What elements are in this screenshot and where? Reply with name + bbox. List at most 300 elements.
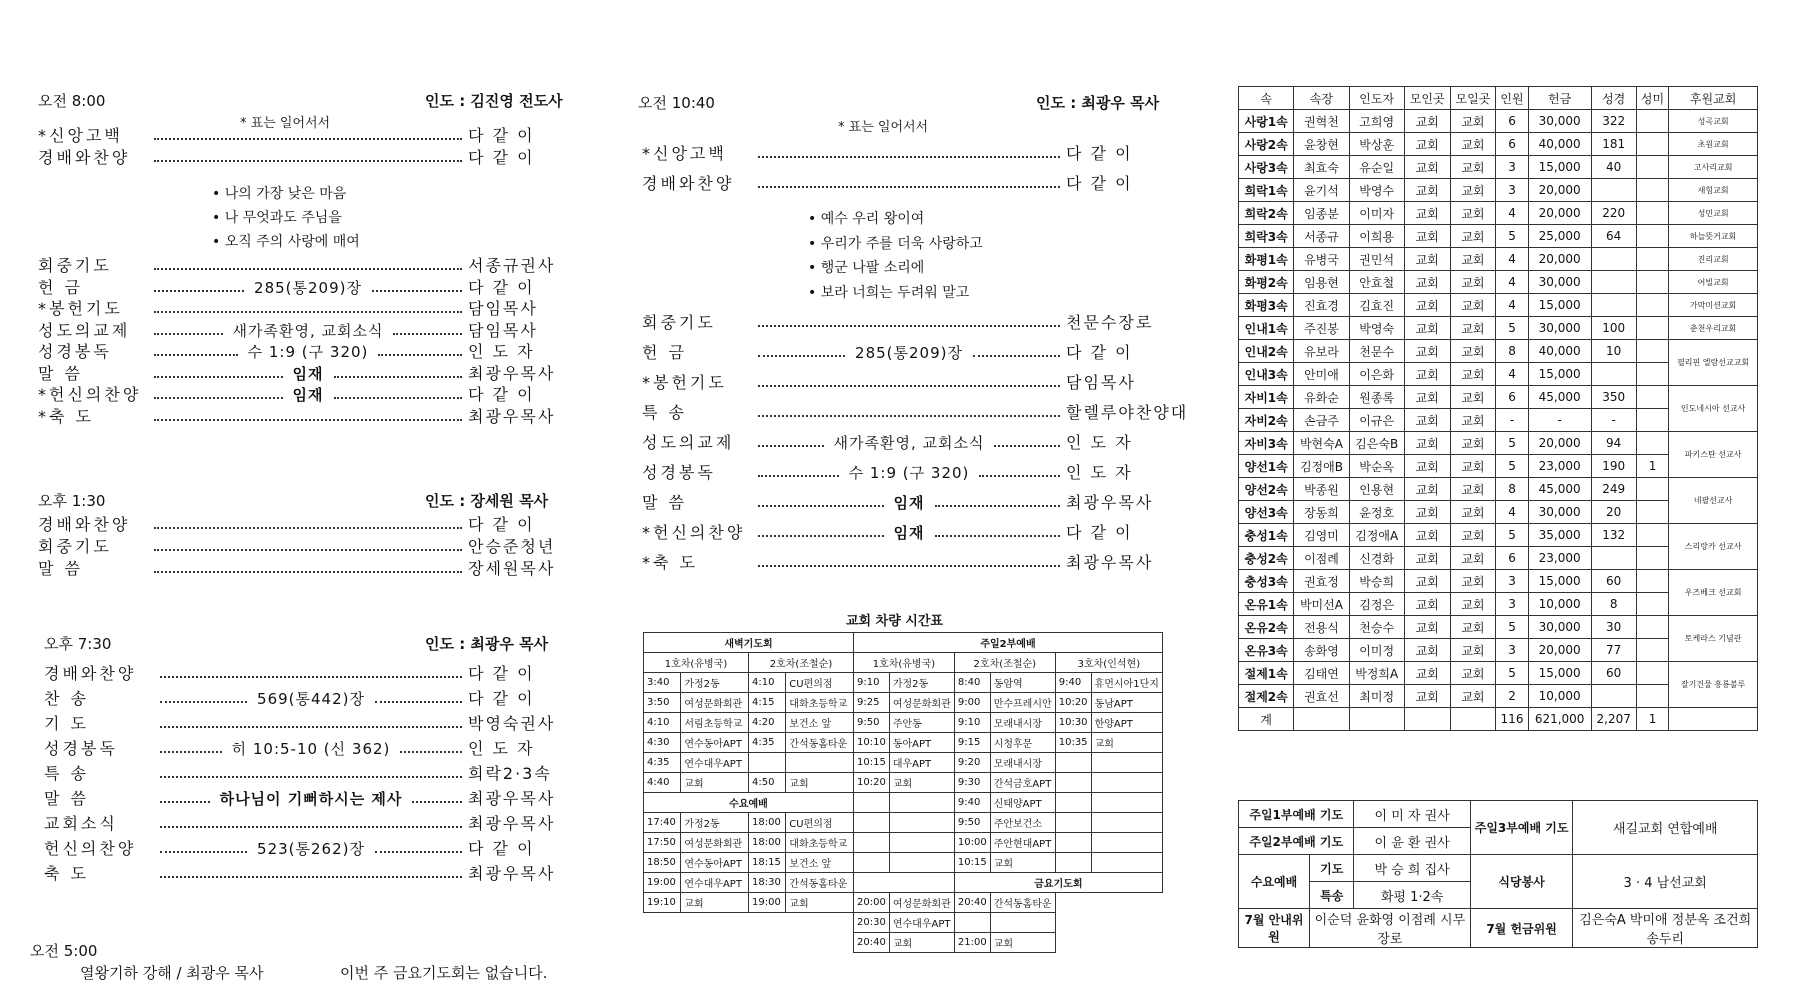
bus-cell: 18:30 bbox=[748, 873, 785, 893]
bus-cell: 4:10 bbox=[644, 713, 681, 733]
dotted-leader bbox=[758, 474, 839, 477]
bus-cell bbox=[1055, 793, 1091, 813]
dawn-row bbox=[644, 713, 854, 733]
order-row bbox=[38, 145, 568, 168]
wed-header bbox=[644, 793, 854, 813]
attendance-cell: 10 bbox=[1591, 340, 1636, 363]
support-church: 스리랑카 선교사 bbox=[1669, 524, 1758, 570]
bus-cell: 18:50 bbox=[644, 853, 681, 873]
order-detail: 523(통262)장 bbox=[257, 840, 365, 858]
attendance-cell: 132 bbox=[1591, 524, 1636, 547]
bus-cell: 여성문화회관 bbox=[681, 833, 749, 853]
attendance-row bbox=[1239, 478, 1758, 501]
attendance-cell: 자비1속 bbox=[1239, 386, 1294, 409]
support-church: 우즈베크 선교회 bbox=[1669, 570, 1758, 616]
attendance-cell: 사랑1속 bbox=[1239, 110, 1294, 133]
bus-cell bbox=[1091, 753, 1162, 773]
attendance-cell: 교회 bbox=[1404, 409, 1450, 432]
bus-cell: 20:40 bbox=[954, 893, 990, 913]
attendance-cell: 23,000 bbox=[1528, 455, 1591, 478]
attendance-cell: 5 bbox=[1496, 662, 1528, 685]
attendance-cell: 자비2속 bbox=[1239, 409, 1294, 432]
attendance-cell: 교회 bbox=[1404, 386, 1450, 409]
bus-cell: 만수프레시안 bbox=[990, 693, 1055, 713]
attendance-cell: 양선1속 bbox=[1239, 455, 1294, 478]
attendance-cell: 6 bbox=[1496, 386, 1528, 409]
order-label: 회중기도 bbox=[642, 313, 716, 332]
attendance-cell: 45,000 bbox=[1528, 478, 1591, 501]
attendance-cell: 64 bbox=[1591, 225, 1636, 248]
bus-cell: 교회 bbox=[1091, 733, 1162, 753]
order-person: 다 같 이 bbox=[1066, 174, 1133, 193]
order-label: *신앙고백 bbox=[38, 126, 123, 145]
order-label: 경배와찬양 bbox=[642, 174, 735, 193]
attendance-cell: 교회 bbox=[1404, 225, 1450, 248]
order-detail: 히 10:5-10 (신 362) bbox=[231, 740, 391, 758]
attendance-row bbox=[1239, 294, 1758, 317]
attendance-cell: 김영미 bbox=[1294, 524, 1349, 547]
attendance-cell bbox=[1636, 570, 1668, 593]
order-row bbox=[44, 786, 568, 809]
order-detail: 569(통442)장 bbox=[257, 690, 365, 708]
bus-cell: 한양APT bbox=[1091, 713, 1162, 733]
attendance-cell: 220 bbox=[1591, 202, 1636, 225]
attendance-cell: 충성2속 bbox=[1239, 547, 1294, 570]
attendance-row bbox=[1239, 179, 1758, 202]
dotted-leader bbox=[154, 418, 462, 421]
attendance-cell: 교회 bbox=[1450, 570, 1496, 593]
attendance-cell: 3 bbox=[1496, 593, 1528, 616]
total-cell bbox=[1669, 708, 1758, 731]
bus-cell: 휴먼시아1단지 bbox=[1091, 673, 1162, 693]
attendance-cell: 고희영 bbox=[1349, 110, 1404, 133]
sun-row bbox=[854, 733, 1163, 753]
dotted-leader bbox=[160, 850, 247, 853]
bus-cell bbox=[1055, 773, 1091, 793]
attendance-cell: 이희용 bbox=[1349, 225, 1404, 248]
attendance-cell: 유병국 bbox=[1294, 248, 1349, 271]
order-person: 희락2·3속 bbox=[468, 764, 552, 783]
support-church: 초원교회 bbox=[1669, 133, 1758, 156]
attendance-cell: 35,000 bbox=[1528, 524, 1591, 547]
dotted-leader bbox=[154, 332, 223, 335]
fri-row bbox=[854, 913, 1163, 933]
bus-cell: 가정2동 bbox=[681, 813, 749, 833]
attendance-cell: 교회 bbox=[1450, 271, 1496, 294]
bus-cell: 연수동아APT bbox=[681, 733, 749, 753]
attendance-cell: 박종원 bbox=[1294, 478, 1349, 501]
wed-row bbox=[644, 873, 854, 893]
bus-cell: 10:10 bbox=[854, 733, 890, 753]
attendance-cell: 교회 bbox=[1450, 432, 1496, 455]
attendance-cell bbox=[1636, 524, 1668, 547]
order-person: 담임목사 bbox=[468, 320, 538, 340]
attendance-cell bbox=[1636, 317, 1668, 340]
fri-header: 금요기도회 bbox=[954, 873, 1162, 893]
song-item: • 보라 너희는 두려워 말고 bbox=[808, 284, 970, 301]
order-label: 성경봉독 bbox=[642, 463, 716, 482]
order-person: 다 같 이 bbox=[468, 839, 535, 858]
order-row bbox=[642, 141, 1166, 164]
wed-row bbox=[644, 853, 854, 873]
attendance-table bbox=[1238, 86, 1758, 731]
order-person: 인 도 자 bbox=[1066, 433, 1133, 452]
attendance-cell: 교회 bbox=[1450, 616, 1496, 639]
order-row bbox=[642, 520, 1166, 543]
attendance-cell: 5 bbox=[1496, 524, 1528, 547]
attendance-cell: 20,000 bbox=[1528, 432, 1591, 455]
bus-cell: CU편의점 bbox=[786, 813, 854, 833]
dotted-leader bbox=[160, 800, 210, 803]
attendance-cell: 4 bbox=[1496, 271, 1528, 294]
support-church: 가막미션교회 bbox=[1669, 294, 1758, 317]
attendance-head-cell: 후원교회 bbox=[1669, 87, 1758, 110]
sun-row bbox=[854, 833, 1163, 853]
dotted-leader bbox=[160, 875, 462, 878]
attendance-cell: 15,000 bbox=[1528, 662, 1591, 685]
attendance-row bbox=[1239, 340, 1758, 363]
dotted-leader bbox=[758, 534, 884, 537]
attendance-cell: 윤기석 bbox=[1294, 179, 1349, 202]
bus-cell: 4:15 bbox=[748, 693, 785, 713]
attendance-cell bbox=[1636, 685, 1668, 708]
dotted-leader bbox=[758, 155, 1060, 158]
song-item: • 우리가 주를 더욱 사랑하고 bbox=[808, 235, 983, 252]
bus-cell bbox=[889, 793, 954, 813]
attendance-cell: 이규은 bbox=[1349, 409, 1404, 432]
bus-car: 3호차(인석현) bbox=[1055, 653, 1162, 673]
attendance-cell: 1 bbox=[1636, 455, 1668, 478]
attendance-row bbox=[1239, 110, 1758, 133]
service4-line: 열왕기하 강해 / 최광우 목사 bbox=[80, 964, 264, 982]
attendance-cell: 30,000 bbox=[1528, 501, 1591, 524]
attendance-cell: 30 bbox=[1591, 616, 1636, 639]
dotted-leader bbox=[375, 700, 462, 703]
attendance-cell: 30,000 bbox=[1528, 616, 1591, 639]
attendance-cell bbox=[1636, 432, 1668, 455]
attendance-row bbox=[1239, 133, 1758, 156]
attendance-cell: 교회 bbox=[1404, 156, 1450, 179]
fri-row bbox=[854, 933, 1163, 953]
bus-cell: 4:35 bbox=[748, 733, 785, 753]
support-church: 고사리교회 bbox=[1669, 156, 1758, 179]
bus-car: 1호차(유병국) bbox=[854, 653, 955, 673]
dawn-row bbox=[644, 773, 854, 793]
attendance-cell: 안미애 bbox=[1294, 363, 1349, 386]
bus-cell: 21:00 bbox=[954, 933, 990, 953]
dotted-leader bbox=[400, 750, 462, 753]
bus-cell: 9:15 bbox=[954, 733, 990, 753]
dotted-leader bbox=[154, 526, 462, 529]
order-row bbox=[44, 811, 568, 834]
order-row bbox=[38, 123, 568, 146]
service4-time: 오전 5:00 bbox=[30, 942, 98, 960]
attendance-cell: 권혁천 bbox=[1294, 110, 1349, 133]
service5-leader: 인도 : 최광우 목사 bbox=[1036, 94, 1160, 112]
dotted-leader bbox=[154, 375, 283, 378]
order-person: 다 같 이 bbox=[1066, 523, 1133, 542]
bus-cell: 18:00 bbox=[748, 813, 785, 833]
attendance-cell: 8 bbox=[1496, 478, 1528, 501]
bus-car: 2호차(조철순) bbox=[954, 653, 1055, 673]
attendance-cell: 교회 bbox=[1450, 639, 1496, 662]
bus-cell: 20:00 bbox=[854, 893, 890, 913]
attendance-cell: 권민석 bbox=[1349, 248, 1404, 271]
bus-cell: 연수동아APT bbox=[681, 853, 749, 873]
attendance-cell: 교회 bbox=[1404, 110, 1450, 133]
order-person: 다 같 이 bbox=[468, 515, 535, 534]
bus-cell bbox=[1055, 933, 1162, 953]
friday-notice: 이번 주 금요기도회는 없습니다. bbox=[340, 964, 548, 982]
attendance-cell: 인내2속 bbox=[1239, 340, 1294, 363]
meal-label: 식당봉사 bbox=[1470, 855, 1573, 909]
attendance-cell: 화평3속 bbox=[1239, 294, 1294, 317]
order-row bbox=[642, 310, 1166, 333]
bus-cell: 교회 bbox=[889, 933, 954, 953]
attendance-cell: 박현숙A bbox=[1294, 432, 1349, 455]
attendance-cell: 5 bbox=[1496, 616, 1528, 639]
fri-row bbox=[854, 893, 1163, 913]
attendance-cell: 진효경 bbox=[1294, 294, 1349, 317]
bus-cell: 서림초등학교 bbox=[681, 713, 749, 733]
attendance-cell: 322 bbox=[1591, 110, 1636, 133]
bus-cell: 10:15 bbox=[854, 753, 890, 773]
bus-cell: 19:00 bbox=[644, 873, 681, 893]
attendance-cell: 천승수 bbox=[1349, 616, 1404, 639]
attendance-cell: 교회 bbox=[1450, 110, 1496, 133]
order-person: 장세원목사 bbox=[468, 559, 556, 578]
dotted-leader bbox=[154, 310, 462, 313]
total-cell: 621,000 bbox=[1528, 708, 1591, 731]
attendance-cell: 천문수 bbox=[1349, 340, 1404, 363]
attendance-cell: 교회 bbox=[1404, 455, 1450, 478]
dotted-leader bbox=[758, 444, 824, 447]
bus-cell: 9:40 bbox=[1055, 673, 1091, 693]
song-item: • 나 무엇과도 주님을 bbox=[212, 210, 342, 226]
bus-cell bbox=[1091, 833, 1162, 853]
attendance-cell: 20 bbox=[1591, 501, 1636, 524]
bus-cell bbox=[1055, 833, 1091, 853]
order-label: 헌신의찬양 bbox=[44, 839, 137, 858]
dotted-leader bbox=[154, 137, 462, 140]
dotted-leader bbox=[758, 564, 1060, 567]
attendance-cell: 박영숙 bbox=[1349, 317, 1404, 340]
bus-cell bbox=[854, 813, 890, 833]
bus-cell: 4:35 bbox=[644, 753, 681, 773]
attendance-row bbox=[1239, 225, 1758, 248]
bus-cell: 18:00 bbox=[748, 833, 785, 853]
service3-leader: 인도 : 최광우 목사 bbox=[425, 635, 549, 653]
order-label: 회중기도 bbox=[38, 537, 112, 556]
order-label: 말 씀 bbox=[38, 559, 83, 578]
attendance-cell: 교회 bbox=[1404, 616, 1450, 639]
bus-cell: 여성문화회관 bbox=[681, 693, 749, 713]
order-person: 다 같 이 bbox=[1066, 343, 1133, 362]
bus-cell: 17:50 bbox=[644, 833, 681, 853]
order-label: 헌 금 bbox=[38, 277, 83, 297]
attendance-cell: 15,000 bbox=[1528, 294, 1591, 317]
order-person: 최광우목사 bbox=[1066, 493, 1154, 512]
attendance-cell bbox=[1636, 363, 1668, 386]
attendance-cell: 교회 bbox=[1450, 455, 1496, 478]
bus-cell: 교회 bbox=[990, 933, 1055, 953]
order-detail: 임재 bbox=[893, 494, 925, 512]
attendance-head-cell: 인원 bbox=[1496, 87, 1528, 110]
order-person: 최광우목사 bbox=[468, 864, 556, 883]
bus-cell: 4:20 bbox=[748, 713, 785, 733]
attendance-cell: 3 bbox=[1496, 639, 1528, 662]
attendance-cell: 신경화 bbox=[1349, 547, 1404, 570]
attendance-row bbox=[1239, 156, 1758, 179]
dotted-leader bbox=[375, 850, 462, 853]
attendance-cell: 60 bbox=[1591, 570, 1636, 593]
order-row bbox=[44, 686, 568, 709]
meal-value: 3 · 4 남선교회 bbox=[1573, 855, 1758, 909]
support-church: 네팔선교사 bbox=[1669, 478, 1758, 524]
order-label: 성도의교제 bbox=[642, 433, 735, 452]
order-row bbox=[38, 361, 568, 384]
attendance-cell: 원종록 bbox=[1349, 386, 1404, 409]
wed-pray-value: 박 승 희 집사 bbox=[1354, 855, 1470, 882]
attendance-head-cell: 속장 bbox=[1294, 87, 1349, 110]
attendance-cell: 교회 bbox=[1404, 202, 1450, 225]
attendance-cell: 최미정 bbox=[1349, 685, 1404, 708]
service2-time: 오후 1:30 bbox=[38, 492, 106, 510]
attendance-cell: 김효진 bbox=[1349, 294, 1404, 317]
bus-cell: 대화초등학교 bbox=[786, 833, 854, 853]
order-person: 서종규권사 bbox=[468, 256, 556, 275]
dotted-leader bbox=[994, 444, 1060, 447]
bus-cell: 보건소 앞 bbox=[786, 713, 854, 733]
support-church: 필리핀 엘람선교교회 bbox=[1669, 340, 1758, 386]
dotted-leader bbox=[935, 504, 1061, 507]
attendance-cell: 교회 bbox=[1450, 501, 1496, 524]
total-cell bbox=[1349, 708, 1404, 731]
attendance-cell: 교회 bbox=[1404, 432, 1450, 455]
attendance-cell: 교회 bbox=[1404, 639, 1450, 662]
order-person: 천문수장로 bbox=[1066, 313, 1154, 332]
attendance-cell: 임종분 bbox=[1294, 202, 1349, 225]
song-item: • 행군 나팔 소리에 bbox=[808, 260, 925, 276]
attendance-cell: 교회 bbox=[1450, 294, 1496, 317]
order-row bbox=[38, 275, 568, 298]
order-detail: 임재 bbox=[893, 524, 925, 542]
attendance-cell: 교회 bbox=[1450, 133, 1496, 156]
bus-cell: 시청후문 bbox=[990, 733, 1055, 753]
order-label: *헌신의찬양 bbox=[642, 523, 746, 542]
bus-cell: 20:40 bbox=[854, 933, 890, 953]
order-detail: 새가족환영, 교회소식 bbox=[833, 434, 985, 452]
attendance-cell: 교회 bbox=[1450, 202, 1496, 225]
bus-cell: 주안보건소 bbox=[990, 813, 1055, 833]
service2-leader: 인도 : 장세원 목사 bbox=[425, 492, 549, 510]
order-person: 인 도 자 bbox=[1066, 463, 1133, 482]
attendance-cell: 3 bbox=[1496, 179, 1528, 202]
order-label: 성경봉독 bbox=[44, 739, 118, 758]
attendance-cell: 교회 bbox=[1450, 547, 1496, 570]
attendance-cell: 8 bbox=[1591, 593, 1636, 616]
sun-row bbox=[854, 793, 1163, 813]
attendance-cell: 교회 bbox=[1404, 501, 1450, 524]
order-label: *봉헌기도 bbox=[642, 373, 727, 392]
attendance-cell: 양선3속 bbox=[1239, 501, 1294, 524]
attendance-cell: 유순일 bbox=[1349, 156, 1404, 179]
order-label: 회중기도 bbox=[38, 256, 112, 275]
attendance-cell: 윤정호 bbox=[1349, 501, 1404, 524]
sun-row bbox=[854, 853, 1163, 873]
attendance-cell: 교회 bbox=[1404, 294, 1450, 317]
attendance-cell bbox=[1636, 248, 1668, 271]
order-person: 다 같 이 bbox=[468, 148, 535, 167]
attendance-cell bbox=[1591, 685, 1636, 708]
bus-cell: 9:20 bbox=[954, 753, 990, 773]
bus-cell: 10:35 bbox=[1055, 733, 1091, 753]
order-person: 박영숙권사 bbox=[468, 714, 556, 733]
attendance-head-cell: 성미 bbox=[1636, 87, 1668, 110]
attendance-cell: 화평1속 bbox=[1239, 248, 1294, 271]
order-person: 안승준청년 bbox=[468, 537, 556, 556]
dotted-leader bbox=[378, 353, 462, 356]
order-row bbox=[38, 318, 568, 341]
bus-cell: 교회 bbox=[786, 893, 854, 913]
sun-row bbox=[854, 773, 1163, 793]
dotted-leader bbox=[154, 159, 462, 162]
attendance-cell: 충성1속 bbox=[1239, 524, 1294, 547]
order-row bbox=[44, 861, 568, 884]
attendance-row bbox=[1239, 616, 1758, 639]
attendance-cell: 주진봉 bbox=[1294, 317, 1349, 340]
bus-cell: 동아APT bbox=[889, 733, 954, 753]
attendance-cell: 6 bbox=[1496, 547, 1528, 570]
dotted-leader bbox=[160, 725, 462, 728]
order-person: 최광우목사 bbox=[468, 406, 556, 426]
bus-cell: 19:00 bbox=[748, 893, 785, 913]
total-cell bbox=[1294, 708, 1349, 731]
guide-label: 7월 안내위원 bbox=[1239, 909, 1310, 948]
attendance-cell: 15,000 bbox=[1528, 156, 1591, 179]
sun-row bbox=[854, 753, 1163, 773]
attendance-cell bbox=[1636, 294, 1668, 317]
attendance-cell: 30,000 bbox=[1528, 110, 1591, 133]
order-person: 다 같 이 bbox=[468, 689, 535, 708]
attendance-cell: 40 bbox=[1591, 156, 1636, 179]
attendance-cell: 유보라 bbox=[1294, 340, 1349, 363]
order-row bbox=[642, 430, 1166, 453]
order-label: 성경봉독 bbox=[38, 342, 112, 361]
attendance-cell bbox=[1636, 593, 1668, 616]
bus-cell bbox=[1055, 913, 1162, 933]
dotted-leader bbox=[160, 775, 462, 778]
order-label: 경배와찬양 bbox=[38, 148, 131, 167]
dotted-leader bbox=[758, 354, 845, 357]
support-church: 잘기건물 흥룡볼루 bbox=[1669, 662, 1758, 708]
bus-cell: 모래내시장 bbox=[990, 753, 1055, 773]
sun-row bbox=[854, 813, 1163, 833]
attendance-cell: 서종규 bbox=[1294, 225, 1349, 248]
attendance-cell bbox=[1636, 156, 1668, 179]
bus-cell bbox=[854, 853, 890, 873]
attendance-cell bbox=[1636, 547, 1668, 570]
sun-header bbox=[854, 633, 1163, 653]
attendance-cell: 안효철 bbox=[1349, 271, 1404, 294]
order-label: *봉헌기도 bbox=[38, 299, 123, 318]
bus-cell: 연수대우APT bbox=[889, 913, 954, 933]
attendance-cell bbox=[1591, 179, 1636, 202]
attendance-head-cell: 속 bbox=[1239, 87, 1294, 110]
attendance-cell: 교회 bbox=[1450, 593, 1496, 616]
support-church: 새힘교회 bbox=[1669, 179, 1758, 202]
order-label: 축 도 bbox=[44, 864, 89, 883]
